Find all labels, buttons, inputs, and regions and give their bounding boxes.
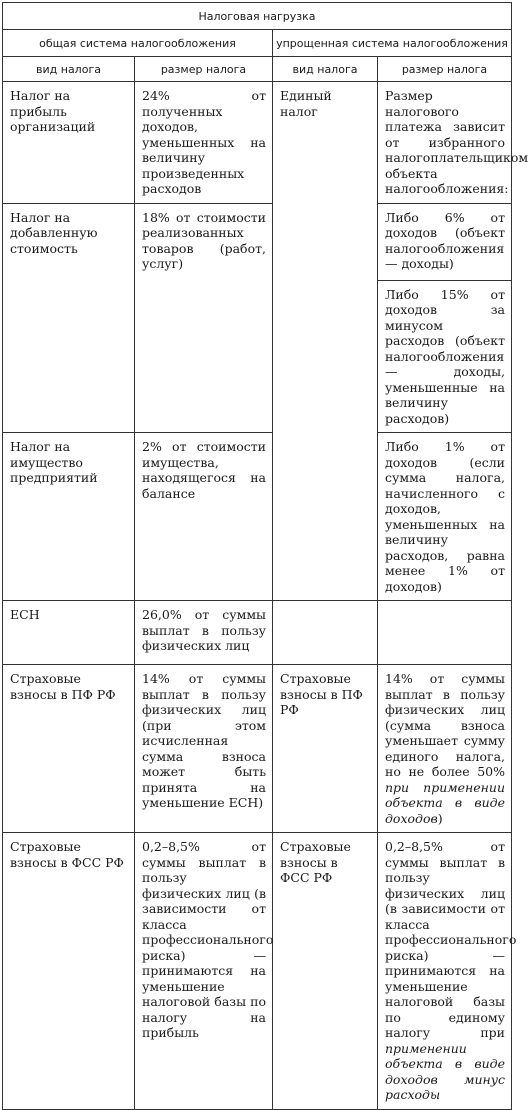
single-tax-intro: Размер налогового платежа зависит от избранного налогоплательщиком объекта налогообложения:	[378, 82, 512, 204]
fss-simplified-amount	[378, 833, 517, 1110]
profit-tax-name: Налог на прибыль организаций	[3, 82, 135, 204]
esn-simplified-empty-amount	[378, 601, 512, 665]
general-system-header: общая система налогообложения	[3, 30, 273, 57]
col-header-tax-amount-simplified: размер налога	[378, 57, 512, 82]
pf-simplified-amount	[378, 665, 512, 833]
single-tax-options-block	[378, 203, 512, 433]
single-tax-option-6: Либо 6% от доходов (объект налогообложения — доходы)	[385, 209, 505, 271]
fss-amount: 0,2–8,5% от суммы выплат в пользу физических лиц (в зависимости от класса профессионального риска) — принимаются на уменьшение налоговой базы по налогу на прибыль	[135, 833, 273, 1110]
esn-simplified-empty	[273, 601, 378, 665]
single-tax-option-15: Либо 15% от доходов за минусом расходов (объект налогообложения — доходы, уменьшенные на величину расходов)	[378, 280, 511, 433]
pf-simplified-amount-italic: при применении объекта в виде доходов	[385, 779, 505, 826]
tax-burden-table	[2, 2, 528, 1110]
fss-simplified-amount-italic: применении объекта в виде доходов минус расходы	[385, 1040, 505, 1102]
profit-tax-amount: 24% от полученных доходов, уменьшенных на величину произведенных расходов	[135, 82, 273, 204]
vat-amount: 18% от стоимости реализованных товаров (работ, услуг)	[135, 203, 273, 433]
table-title: Налоговая нагрузка	[3, 3, 512, 30]
property-tax-name: Налог на имущество предприятий	[3, 433, 135, 601]
property-tax-amount: 2% от стоимости имущества, находящегося на балансе	[135, 433, 273, 601]
pf-name: Страховые взносы в ПФ РФ	[3, 665, 135, 833]
fss-simplified-name: Страховые взносы в ФСС РФ	[273, 833, 378, 1110]
pf-simplified-name: Страховые взносы в ПФ РФ	[273, 665, 378, 833]
simplified-system-header: упрощенная система налогообложения	[273, 30, 512, 57]
col-header-tax-type-simplified: вид налога	[273, 57, 378, 82]
pf-simplified-amount-end: )	[437, 810, 443, 826]
col-header-tax-amount-general: размер налога	[135, 57, 273, 82]
col-header-tax-type-general: вид налога	[3, 57, 135, 82]
single-tax-option-1: Либо 1% от доходов (если сумма налога, начисленного с доходов, уменьшенных на величину расходов, равна менее 1% от доходов)	[378, 433, 512, 601]
single-tax-name: Единый налог	[273, 82, 378, 601]
esn-name: ЕСН	[3, 601, 135, 665]
fss-simplified-amount-text: 0,2–8,5% от суммы выплат в пользу физических лиц (в зависимости от класса профессионального риска) — принимаются на уменьшение налоговой базы по единому налогу при	[385, 839, 517, 1040]
pf-amount: 14% от суммы выплат в пользу физических лиц (при этом исчисленная сумма взноса может быть принята на уменьшение ЕСН)	[135, 665, 273, 833]
fss-name: Страховые взносы в ФСС РФ	[3, 833, 135, 1110]
vat-name: Налог на добавленную стоимость	[3, 203, 135, 433]
pf-simplified-amount-text: 14% от суммы выплат в пользу физических лиц (сумма взноса уменьшает сумму единого налога, но не более 50%	[385, 671, 505, 779]
esn-amount: 26,0% от суммы выплат в пользу физических лиц	[135, 601, 273, 665]
